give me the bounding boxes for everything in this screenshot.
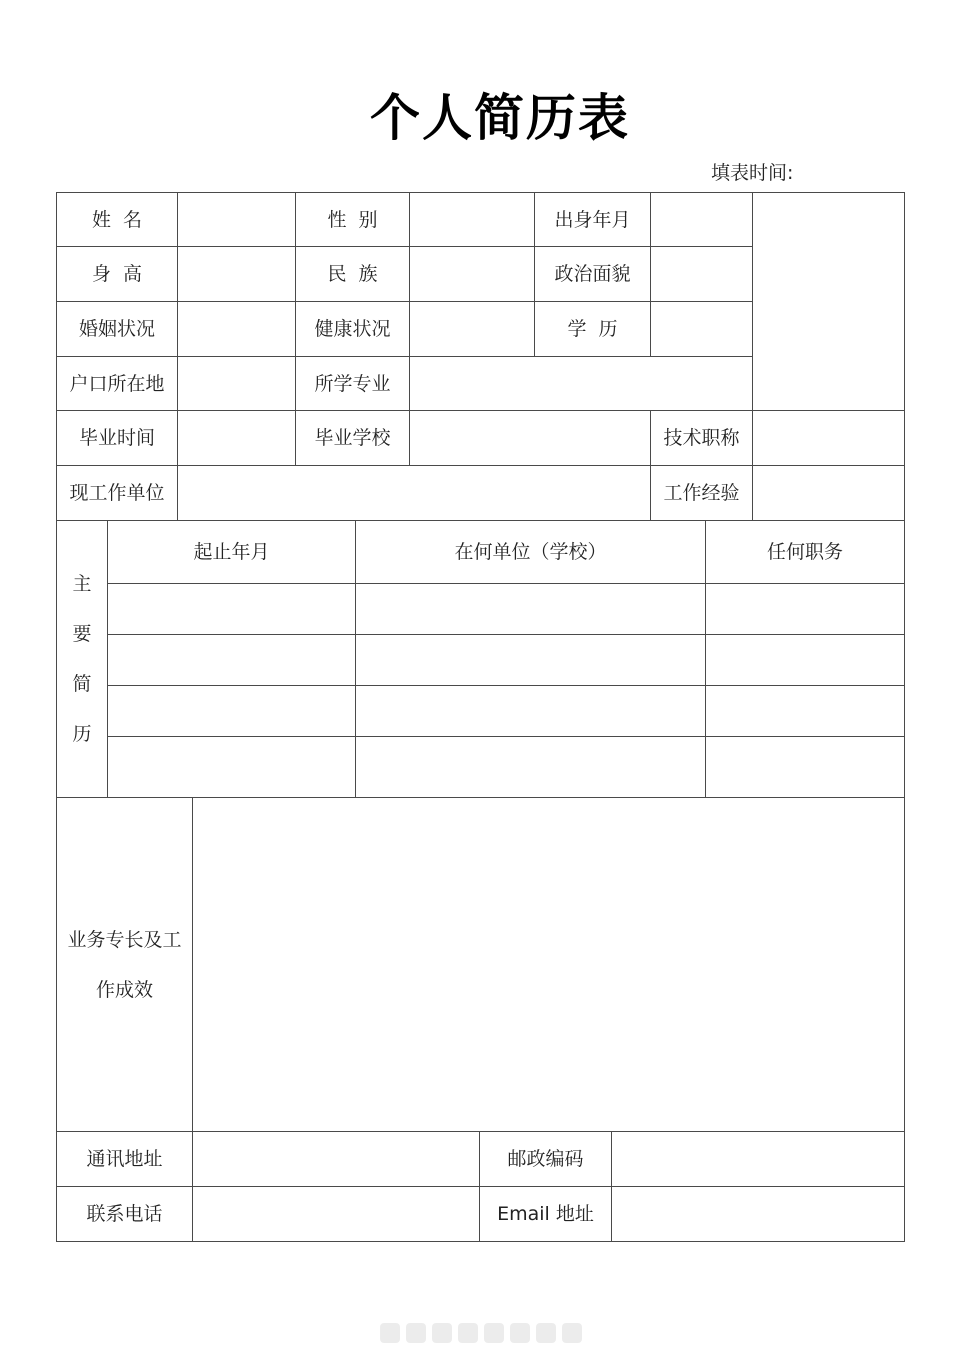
resume-period-cell[interactable]: [108, 737, 355, 797]
resume-side-char: 要: [72, 623, 92, 645]
birth-label: 出身年月: [554, 208, 631, 231]
phone-label: 联系电话: [86, 1203, 163, 1225]
ethnicity-field[interactable]: [410, 247, 534, 301]
gender-field[interactable]: [410, 193, 534, 246]
resume-unit-cell[interactable]: [356, 737, 705, 797]
email-field[interactable]: [612, 1187, 904, 1241]
resume-period-cell[interactable]: [108, 584, 355, 634]
birth-field[interactable]: [651, 193, 752, 246]
resume-side-char: 简: [72, 673, 92, 695]
name-label: 姓 名: [91, 208, 143, 231]
watermark-logo: [380, 1318, 590, 1348]
expertise-label-line: 作成效: [95, 978, 153, 1001]
postcode-field[interactable]: [612, 1132, 904, 1186]
political-field[interactable]: [651, 247, 752, 301]
height-label: 身 高: [91, 263, 143, 285]
address-label: 通讯地址: [86, 1148, 163, 1170]
health-field[interactable]: [410, 302, 534, 356]
resume-side-char: 主: [72, 573, 92, 595]
resume-side-char: 历: [72, 723, 92, 745]
major-label: 所学专业: [314, 372, 391, 395]
postcode-label: 邮政编码: [507, 1148, 584, 1170]
col-unit-header: 在何单位（学校）: [454, 541, 607, 563]
ethnicity-label: 民 族: [327, 263, 378, 285]
resume-position-cell[interactable]: [706, 737, 904, 797]
title-rank-field[interactable]: [753, 411, 904, 465]
photo-area[interactable]: [753, 193, 904, 410]
resume-position-cell[interactable]: [706, 686, 904, 736]
education-field[interactable]: [651, 302, 752, 356]
resume-position-cell[interactable]: [706, 584, 904, 634]
address-field[interactable]: [193, 1132, 479, 1186]
hukou-label: 户口所在地: [69, 372, 165, 395]
work-exp-label: 工作经验: [663, 482, 740, 504]
title-rank-label: 技术职称: [663, 427, 740, 449]
col-position-header: 任何职务: [766, 541, 843, 563]
gender-label: 性 别: [327, 208, 378, 231]
education-label: 学 历: [567, 318, 618, 340]
col-period-header: 起止年月: [193, 541, 270, 563]
resume-period-cell[interactable]: [108, 635, 355, 685]
grad-school-field[interactable]: [410, 411, 650, 465]
marital-label: 婚姻状况: [78, 318, 155, 340]
major-field[interactable]: [410, 357, 752, 410]
height-field[interactable]: [178, 247, 295, 301]
resume-unit-cell[interactable]: [356, 584, 705, 634]
health-label: 健康状况: [314, 318, 391, 340]
resume-unit-cell[interactable]: [356, 686, 705, 736]
grad-time-field[interactable]: [178, 411, 295, 465]
resume-position-cell[interactable]: [706, 635, 904, 685]
hukou-field[interactable]: [178, 357, 295, 410]
resume-unit-cell[interactable]: [356, 635, 705, 685]
expertise-field[interactable]: [193, 798, 904, 1131]
expertise-label: [57, 798, 192, 1131]
current-employer-field[interactable]: [178, 466, 650, 520]
email-label: Email 地址: [497, 1203, 594, 1225]
grad-time-label: 毕业时间: [78, 427, 155, 449]
fill-time-label: 填表时间:: [711, 162, 794, 184]
phone-field[interactable]: [193, 1187, 479, 1241]
marital-field[interactable]: [178, 302, 295, 356]
political-label: 政治面貌: [554, 263, 631, 285]
resume-side-label: [57, 521, 107, 797]
work-exp-field[interactable]: [753, 466, 904, 520]
expertise-label-line: 业务专长及工: [67, 928, 182, 951]
grad-school-label: 毕业学校: [314, 427, 391, 449]
current-employer-label: 现工作单位: [69, 482, 165, 504]
resume-period-cell[interactable]: [108, 686, 355, 736]
page-title: 个人简历表: [370, 89, 630, 147]
name-field[interactable]: [178, 193, 295, 246]
